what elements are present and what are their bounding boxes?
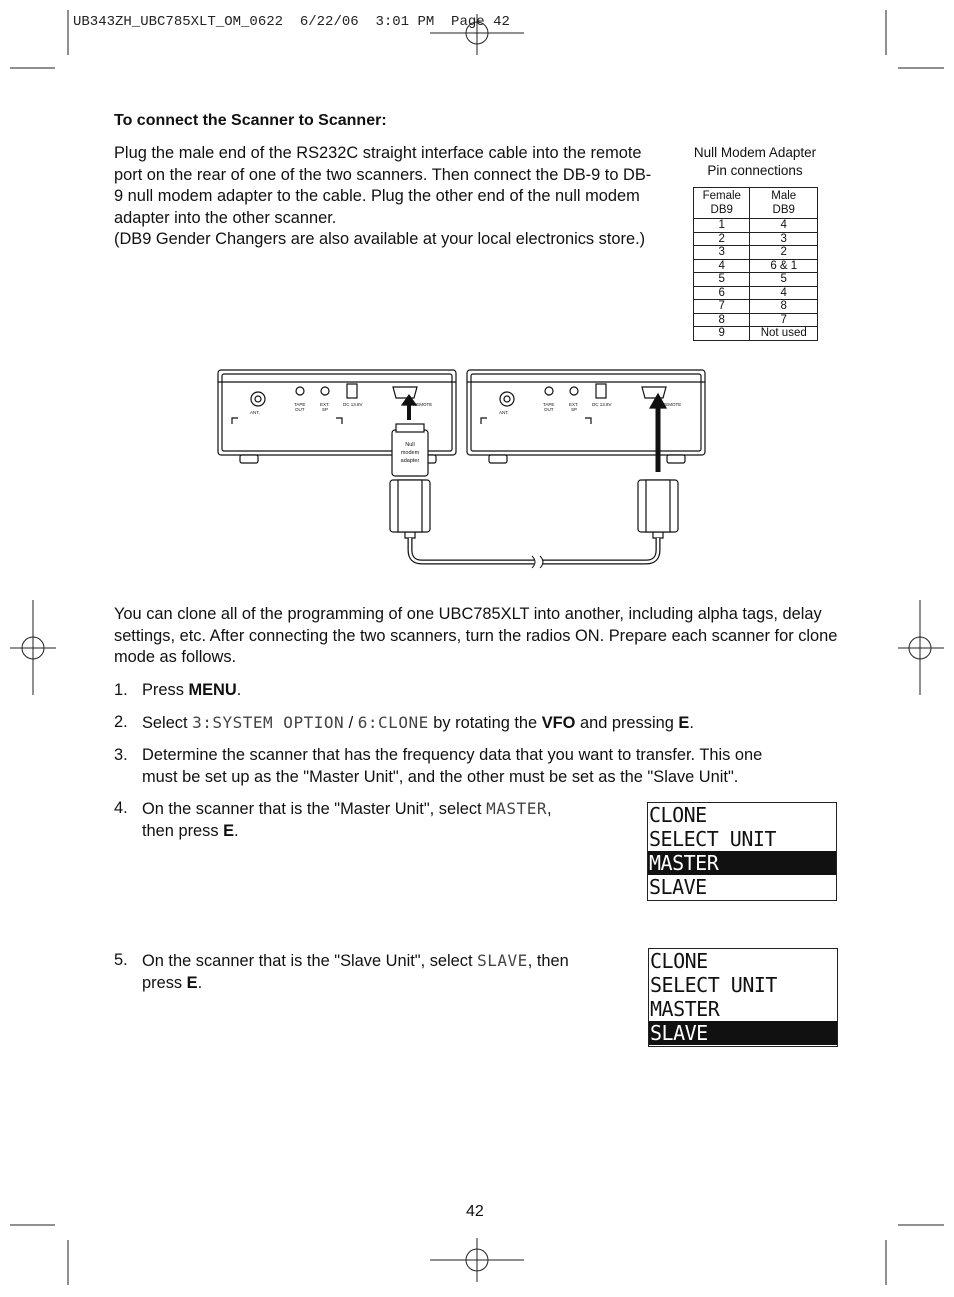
lcd-row: SELECT UNIT — [649, 827, 776, 851]
pin-table-caption — [670, 144, 840, 180]
adapter-label-3: adapter — [400, 458, 420, 464]
intro-note: (DB9 Gender Changers are also available at your local electronics store.) — [114, 230, 646, 248]
table-row: 8 7 — [694, 313, 818, 327]
page-number: 42 — [466, 1203, 484, 1220]
connection-diagram — [210, 360, 720, 575]
lcd-display-slave — [648, 948, 838, 1047]
cable-connector-left — [390, 480, 430, 538]
caption-line-2: Pin connections — [707, 163, 803, 178]
lcd-text-slave: SLAVE — [477, 951, 528, 970]
table-row: 1 4 — [694, 219, 818, 233]
table-row: 2 3 — [694, 232, 818, 246]
col-header-female: Female DB9 — [694, 188, 750, 219]
step-3: 3. Determine the scanner that has the frequency data that you want to transfer. This one must be set up as the "Master Unit", and the other must be set as the "Slave Unit". — [114, 746, 763, 786]
table-row: 7 8 — [694, 300, 818, 314]
intro-text — [114, 143, 659, 251]
table-row: 9 Not used — [694, 327, 818, 341]
scanner-right-rear-panel — [467, 370, 705, 463]
table-row: 5 5 — [694, 273, 818, 287]
ext-label-2: SP — [571, 407, 578, 412]
tape-label-2: OUT — [544, 407, 554, 412]
remote-label: REMOTE — [413, 402, 433, 407]
table-row: 4 6 & 1 — [694, 259, 818, 273]
lcd-row: CLONE — [650, 949, 708, 973]
lcd-row-selected: MASTER — [648, 851, 836, 875]
adapter-label-1: Null — [405, 442, 415, 448]
print-header: UB343ZH_UBC785XLT_OM_0622 6/22/06 3:01 PM Page 42 — [73, 14, 510, 30]
lcd-row: CLONE — [649, 803, 707, 827]
caption-line-1: Null Modem Adapter — [693, 145, 817, 160]
lcd-text-system-option: 3:SYSTEM OPTION — [192, 713, 345, 732]
intro-paragraph: Plug the male end of the RS232C straight interface cable into the remote port on the rear of one of the two scanners. Then connect the DB-9 to DB-9 null modem adapter to the cable. Plug the other end of the null modem adapter into the other scanner. — [114, 144, 652, 227]
adapter-label-2: modem — [400, 450, 420, 456]
section-heading: To connect the Scanner to Scanner: — [114, 112, 387, 129]
col-header-male: Male DB9 — [750, 188, 818, 219]
step-1: 1. Press MENU. — [114, 681, 242, 699]
ext-label-1: EXT. — [569, 402, 579, 407]
dc-label: DC 13.8V — [592, 402, 612, 407]
lcd-row: SELECT UNIT — [650, 973, 777, 997]
step-4: 4. On the scanner that is the "Master Unit", select MASTER, then press E. — [114, 799, 552, 840]
table-row: 3 2 — [694, 246, 818, 260]
lcd-text-clone: 6:CLONE — [357, 713, 429, 732]
ant-label: ANT. — [499, 410, 509, 415]
tape-label-1: TAPE — [294, 402, 306, 407]
table-row: 6 4 — [694, 286, 818, 300]
lcd-row: MASTER — [650, 997, 720, 1021]
clone-intro-text: You can clone all of the programming of one UBC785XLT into another, including alpha tags, delay settings, etc. After connecting the two scanners, turn the radios ON. Prepare each scanner for clone mode as follows. — [114, 605, 838, 666]
cable-connector-right — [638, 480, 678, 538]
ext-label-1: EXT. — [320, 402, 330, 407]
tape-label-2: OUT — [295, 407, 305, 412]
pin-connections-table — [693, 187, 818, 341]
step-5: 5. On the scanner that is the "Slave Unit", select SLAVE, then press E. — [114, 951, 569, 992]
lcd-row: SLAVE — [649, 875, 707, 899]
lcd-display-master — [647, 802, 837, 901]
tape-label-1: TAPE — [543, 402, 555, 407]
lcd-row-selected: SLAVE — [649, 1021, 837, 1045]
ext-label-2: SP — [322, 407, 329, 412]
dc-label: DC 13.8V — [343, 402, 363, 407]
step-2: 2. Select 3:SYSTEM OPTION / 6:CLONE by rotating the VFO and pressing E. — [114, 713, 694, 732]
remote-label: REMOTE — [662, 402, 682, 407]
ant-label: ANT. — [250, 410, 260, 415]
lcd-text-master: MASTER — [486, 799, 547, 818]
